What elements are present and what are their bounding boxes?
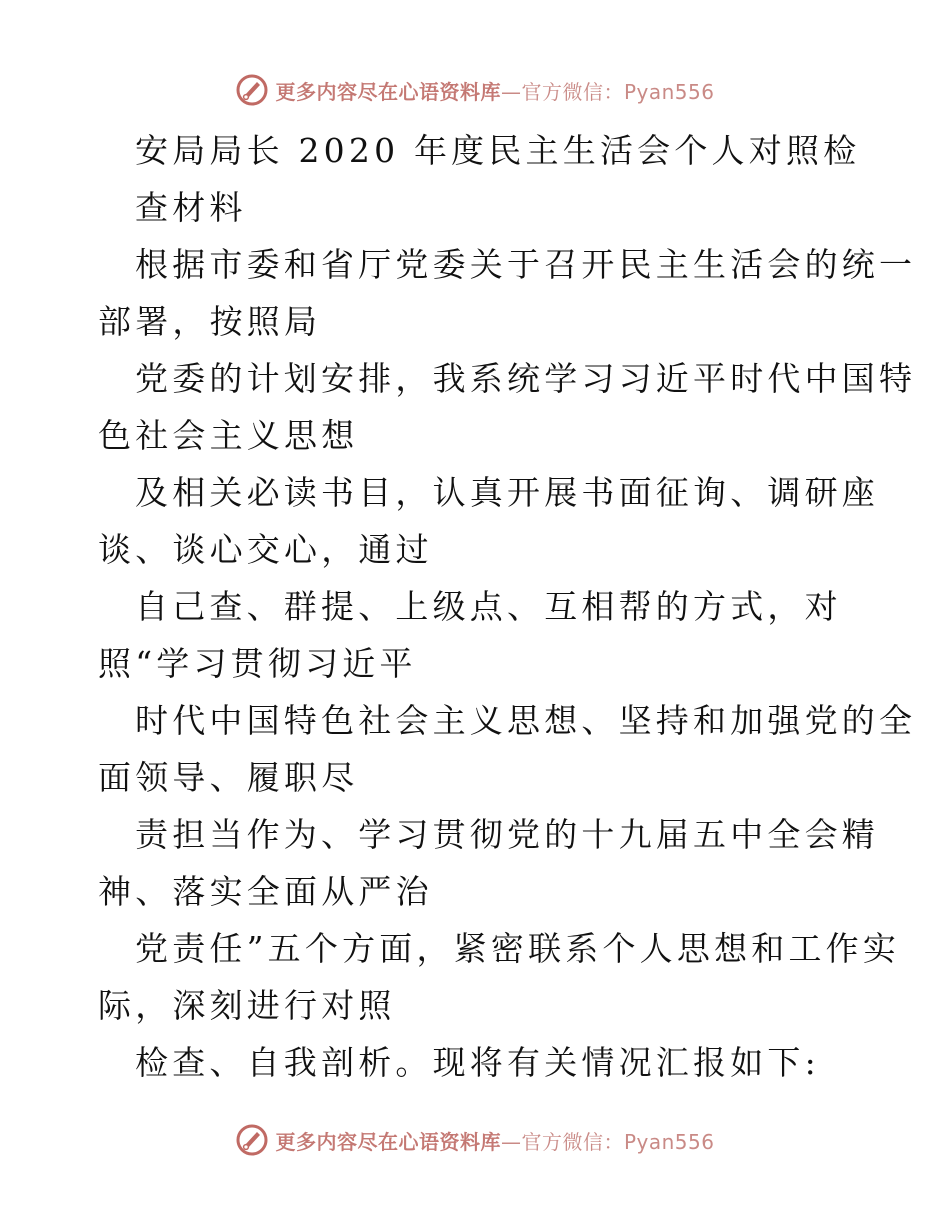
paragraph-line: 神、落实全面从严治: [98, 872, 433, 911]
watermark-text: [275, 76, 714, 105]
watermark-site: 更多内容尽在心语资料库: [275, 1129, 501, 1154]
footer-watermark: [0, 1122, 950, 1158]
document-title-line-2: 查材料: [135, 188, 247, 227]
watermark-text: [275, 1126, 714, 1155]
paragraph-line: 谈、谈心交心，通过: [98, 530, 433, 569]
paragraph-line: 面领导、履职尽: [98, 758, 359, 797]
watermark-wechat: 官方微信：Pyan556: [521, 79, 715, 104]
paragraph-line: 根据市委和省厅党委关于召开民主生活会的统一: [135, 245, 917, 284]
watermark-separator: —: [500, 1129, 522, 1154]
watermark-site: 更多内容尽在心语资料库: [275, 79, 501, 104]
paragraph-line: 检查、自我剖析。现将有关情况汇报如下:: [135, 1043, 820, 1082]
paragraph-line: 照“学习贯彻习近平: [98, 644, 417, 683]
document-body: [98, 122, 917, 1091]
paragraph-line: 责担当作为、学习贯彻党的十九届五中全会精: [135, 815, 879, 854]
watermark-separator: —: [500, 79, 522, 104]
paragraph-line: 党委的计划安排，我系统学习习近平时代中国特: [135, 359, 917, 398]
paragraph-line: 及相关必读书目，认真开展书面征询、调研座: [135, 473, 879, 512]
paragraph-line: 党责任”五个方面，紧密联系个人思想和工作实: [135, 929, 901, 968]
paragraph-line: 自己查、群提、上级点、互相帮的方式，对: [135, 587, 842, 626]
paragraph-line: 际，深刻进行对照: [98, 986, 396, 1025]
brand-logo-icon: [235, 1123, 269, 1157]
watermark-wechat: 官方微信：Pyan556: [521, 1129, 715, 1154]
brand-logo-icon: [235, 73, 269, 107]
paragraph-line: 色社会主义思想: [98, 416, 359, 455]
paragraph-line: 部署，按照局: [98, 302, 322, 341]
header-watermark: [0, 72, 950, 108]
paragraph-line: 时代中国特色社会主义思想、坚持和加强党的全: [135, 701, 917, 740]
document-title-line-1: 安局局长 2020 年度民主生活会个人对照检: [135, 131, 861, 170]
